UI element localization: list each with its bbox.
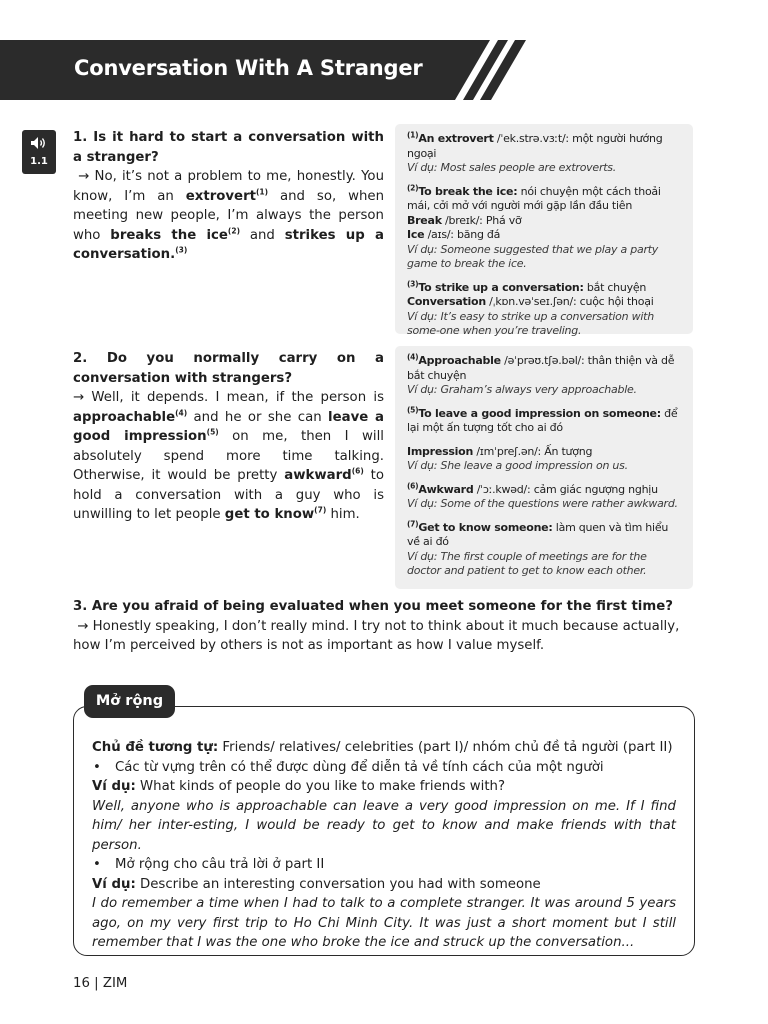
footnote-number: (5) (407, 404, 419, 414)
answer-text: and he or she can (187, 409, 329, 425)
footnote-6: (6) (351, 466, 364, 476)
answer-text: No, it’s not a problem to me, honestly. You know, I’m an (73, 169, 384, 204)
page-footer: 16 | ZIM (73, 976, 128, 991)
footnote-1: (1) (256, 187, 269, 197)
vocab-term: Impression (407, 444, 474, 458)
answer-text: Honestly speaking, I don’t really mind. I try not to think about it much because actually, how I’m perceived by others is not as important as how I value myself. (73, 618, 680, 653)
vocab-entry-6 (407, 480, 681, 512)
answer-text: on me, then I will absolutely spend more time talking. Otherwise, it would be pretty (73, 429, 385, 483)
footnote-number: (1) (407, 130, 419, 140)
vocab-term: Ice (407, 228, 425, 241)
vocab-definition: bắt chuyện (583, 280, 647, 294)
bullet-item (92, 758, 676, 778)
keyword-strike-up: strikes up a conversation. (73, 227, 384, 262)
example-question: What kinds of people do you like to make friends with? (135, 779, 506, 794)
question-1: 1. Is it hard to start a conversation with a stranger? (73, 130, 384, 165)
answer-text: to hold a conversation with a guy who is unwilling to let people (73, 468, 384, 522)
example-1 (92, 777, 676, 797)
vocab-entry-3 (407, 278, 681, 339)
footnote-4: (4) (175, 408, 188, 418)
keyword-break-ice: breaks the ice (110, 227, 228, 243)
keyword-impression: leave a good impression (73, 409, 384, 444)
header-band (0, 40, 768, 100)
footnote-number: (3) (407, 278, 419, 288)
vocab-definition: /ˈɔː.kwəd/: cảm giác ngượng nghịu (473, 482, 658, 496)
vocab-term: Break (407, 213, 442, 227)
vocab-term: Approachable (418, 354, 501, 367)
keyword-awkward: awkward (284, 468, 352, 483)
keyword-approachable: approachable (73, 409, 176, 425)
example-1-answer (92, 797, 676, 856)
example-2 (92, 875, 676, 895)
vocab-entry-5b (407, 445, 681, 474)
example-answer-text: I do remember a time when I had to talk to a complete stranger. It was around 5 years ago, on my very first trip to Ho Chi Minh City. It was just a short moment but I still remember that I was the one who broke the ice and struck up the conversation... (92, 896, 676, 950)
vocab-example: Ví dụ: Someone suggested that we play a party game to break the ice. (407, 242, 659, 270)
vocab-term: An extrovert (418, 132, 494, 145)
example-answer-text: Well, anyone who is approachable can leave a very good impression on me. If I find him/ her inter-esting, I would be ready to get to know and make friends with that person. (92, 798, 676, 853)
arrow: → (78, 169, 90, 184)
question-1-block (73, 128, 384, 265)
vocab-term: To break the ice: (418, 184, 518, 198)
vocab-definition: /ɪmˈpreʃ.ən/: Ấn tượng (473, 444, 593, 458)
speaker-icon (30, 136, 48, 150)
vocab-definition: /ˈek.strə.vɜːt/: một người hướng ngoại (407, 132, 663, 160)
arrow: → (73, 390, 85, 405)
vocab-entry-1 (407, 132, 681, 176)
similar-topics (92, 738, 676, 758)
vocab-term: Awkward (418, 482, 474, 496)
footnote-2: (2) (227, 226, 240, 236)
vocab-definition: làm quen và tìm hiểu về ai đó (407, 520, 669, 548)
vocab-term: Conversation (407, 295, 486, 308)
expand-content (92, 738, 676, 953)
bullet-text: Các từ vựng trên có thể được dùng để diễn tả về tính cách của một người (115, 759, 604, 775)
answer-text: and so, when meeting new people, I’m always the person who (73, 188, 384, 243)
example-2-answer (92, 894, 676, 953)
footnote-number: (6) (407, 480, 419, 490)
vocab-example: Ví dụ: She leave a good impression on us. (407, 459, 628, 472)
vocab-definition: để lại một ấn tượng tốt cho ai đó (407, 406, 678, 434)
keyword-get-to-know: get to know (224, 507, 315, 522)
vocab-entry-4 (407, 354, 681, 398)
vocab-entry-2 (407, 182, 681, 272)
vocab-example: Ví dụ: It’s easy to strike up a conversation with some-one when you’re traveling. (407, 309, 654, 337)
vocab-term: To strike up a conversation: (418, 280, 584, 294)
footnote-5: (5) (206, 427, 219, 437)
arrow: → (77, 618, 89, 634)
audio-badge[interactable] (22, 130, 56, 174)
footnote-number: (4) (407, 352, 419, 362)
expand-tab: Mở rộng (84, 685, 175, 718)
vocab-example: Ví dụ: Graham’s always very approachable. (407, 383, 637, 396)
vocab-example: Ví dụ: Some of the questions were rather awkward. (407, 497, 678, 510)
vocab-definition: nói chuyện một cách thoải mái, cởi mở với người mới gặp lần đầu tiên (407, 184, 661, 212)
vocab-definition: /breɪk/: Phá vỡ (441, 213, 522, 227)
keyword-extrovert: extrovert (185, 188, 256, 204)
bullet-text: Mở rộng cho câu trả lời ở part II (115, 857, 325, 872)
audio-track-number: 1.1 (30, 156, 48, 167)
page-title: Conversation With A Stranger (74, 56, 423, 80)
footnote-number: (7) (407, 518, 419, 528)
answer-text: Well, it depends. I mean, if the person is (84, 390, 384, 405)
footnote-3: (3) (175, 245, 188, 255)
question-2: 2. Do you normally carry on a conversation with strangers? (73, 351, 384, 386)
vocab-term: Get to know someone: (418, 520, 553, 534)
topic-text: Friends/ relatives/ celebrities (part I)/ nhóm chủ đề tả người (part II) (218, 740, 673, 755)
question-3: 3. Are you afraid of being evaluated when you meet someone for the first time? (73, 599, 673, 614)
answer-text: him. (326, 507, 360, 522)
topic-label: Chủ đề tương tự: (92, 740, 219, 755)
vocab-box-1 (395, 124, 693, 337)
example-question: Describe an interesting conversation you had with someone (135, 876, 541, 892)
example-label: Ví dụ: (92, 779, 136, 794)
vocab-example: Ví dụ: Most sales people are extroverts. (407, 161, 617, 174)
vocab-box-2 (395, 346, 693, 589)
footnote-7: (7) (314, 505, 327, 515)
vocab-example: Ví dụ: The first couple of meetings are for the doctor and patient to get to know each other. (407, 549, 647, 577)
vocab-definition: /aɪs/: băng đá (424, 228, 501, 241)
vocab-term: To leave a good impression on someone: (418, 406, 661, 420)
vocab-definition: /əˈprəʊ.tʃə.bəl/: thân thiện và dễ bắt chuyện (407, 354, 675, 382)
example-label: Ví dụ: (92, 876, 136, 892)
footnote-number: (2) (407, 182, 419, 192)
vocab-definition: /ˌkɒn.vəˈseɪ.ʃən/: cuộc hội thoại (485, 295, 654, 308)
bullet-item (92, 855, 676, 875)
vocab-entry-7 (407, 518, 681, 579)
answer-text: and (240, 227, 285, 243)
vocab-entry-5 (407, 404, 681, 436)
question-2-block (73, 349, 384, 525)
question-3-block (73, 597, 697, 656)
